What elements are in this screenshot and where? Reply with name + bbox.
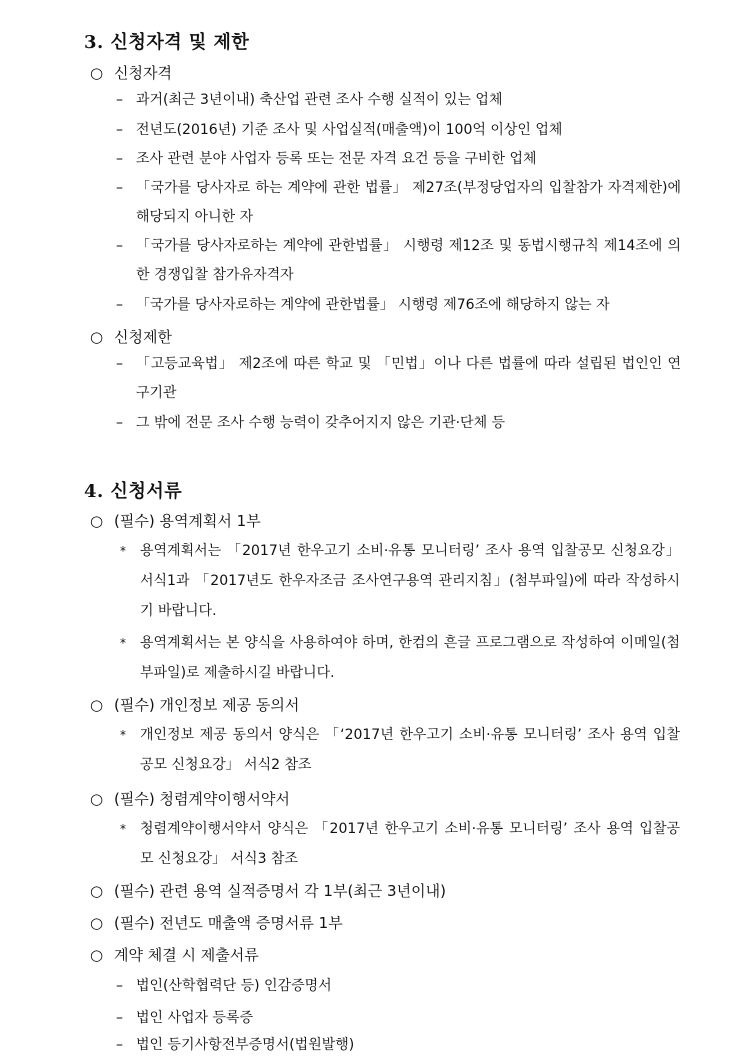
- note-item: * 용역계획서는 본 양식을 사용하여야 하며, 한컴의 흔글 프로그램으로 작성하여 이메일(첨부파일)로 제출하시길 바랍니다.: [120, 628, 680, 688]
- dash-bullet-icon: –: [116, 978, 123, 994]
- list-item: – 「고등교육법」 제2조에 따른 학교 및 「민법」이나 다른 법률에 따라 설립된 법인인 연구기관: [116, 350, 681, 408]
- list-item: – 법인(산학협력단 등) 인감증명서: [116, 972, 681, 1001]
- note-item: * 청렴계약이행서약서 양식은 「2017년 한우고기 소비·유통 모니터링’ 조사 용역 입찰공모 신청요강」 서식3 참조: [120, 814, 680, 874]
- circle-bullet-icon: ○: [90, 946, 104, 964]
- list-item: – 「국가를 당사자로하는 계약에 관한법률」 시행령 제12조 및 동법시행규칙 제14조에 의한 경쟁입찰 참가유자격자: [116, 232, 681, 290]
- contract-docs-heading: ○ 계약 체결 시 제출서류: [90, 946, 259, 964]
- doc-heading: ○ (필수) 개인정보 제공 동의서: [90, 696, 300, 714]
- list-item: – 그 밖에 전문 조사 수행 능력이 갖추어지지 않은 기관·단체 등: [116, 409, 681, 438]
- asterisk-bullet-icon: *: [120, 728, 126, 742]
- circle-bullet-icon: ○: [90, 512, 104, 530]
- note-item: * 용역계획서는 「2017년 한우고기 소비·유통 모니터링’ 조사 용역 입찰공모 신청요강」 서식1과 「2017년도 한우자조금 조사연구용역 관리지침」(첨부파일)에 따라 작성하시기 바랍니다.: [120, 536, 680, 626]
- doc-heading: ○ (필수) 관련 용역 실적증명서 각 1부(최근 3년이내): [90, 882, 446, 900]
- list-item: – 「국가를 당사자로하는 계약에 관한법률」 시행령 제76조에 해당하지 않는 자: [116, 291, 681, 320]
- circle-bullet-icon: ○: [90, 328, 104, 346]
- doc-heading: ○ (필수) 전년도 매출액 증명서류 1부: [90, 914, 343, 932]
- list-item: – 조사 관련 분야 사업자 등록 또는 전문 자격 요건 등을 구비한 업체: [116, 145, 681, 174]
- asterisk-bullet-icon: *: [120, 636, 126, 650]
- asterisk-bullet-icon: *: [120, 822, 126, 836]
- asterisk-bullet-icon: *: [120, 544, 126, 558]
- dash-bullet-icon: –: [116, 356, 123, 372]
- circle-bullet-icon: ○: [90, 882, 104, 900]
- circle-bullet-icon: ○: [90, 790, 104, 808]
- dash-bullet-icon: –: [116, 1010, 123, 1026]
- note-item: * 개인정보 제공 동의서 양식은 「‘2017년 한우고기 소비·유통 모니터링’ 조사 용역 입찰공모 신청요강」 서식2 참조: [120, 720, 680, 780]
- circle-bullet-icon: ○: [90, 64, 104, 82]
- dash-bullet-icon: –: [116, 92, 123, 108]
- dash-bullet-icon: –: [116, 415, 123, 431]
- doc-heading: ○ (필수) 용역계획서 1부: [90, 512, 261, 530]
- dash-bullet-icon: –: [116, 122, 123, 138]
- dash-bullet-icon: –: [116, 180, 123, 196]
- doc-heading: ○ (필수) 청렴계약이행서약서: [90, 790, 290, 808]
- dash-bullet-icon: –: [116, 297, 123, 313]
- section-4-title: 4. 신청서류: [84, 481, 183, 502]
- section-3-title: 3. 신청자격 및 제한: [84, 32, 250, 53]
- list-item: – 전년도(2016년) 기준 조사 및 사업실적(매출액)이 100억 이상인 업체: [116, 116, 681, 145]
- dash-bullet-icon: –: [116, 151, 123, 167]
- dash-bullet-icon: –: [116, 1037, 123, 1053]
- qualification-heading: ○ 신청자격: [90, 64, 172, 82]
- restriction-heading: ○ 신청제한: [90, 328, 172, 346]
- dash-bullet-icon: –: [116, 238, 123, 254]
- list-item: – 법인 사업자 등록증: [116, 1004, 681, 1033]
- list-item: – 과거(최근 3년이내) 축산업 관련 조사 수행 실적이 있는 업체: [116, 86, 681, 115]
- circle-bullet-icon: ○: [90, 914, 104, 932]
- list-item: – 「국가를 당사자로 하는 계약에 관한 법률」 제27조(부정당업자의 입찰참가 자격제한)에 해당되지 아니한 자: [116, 174, 681, 232]
- circle-bullet-icon: ○: [90, 696, 104, 714]
- list-item: – 법인 등기사항전부증명서(법원발행): [116, 1031, 681, 1060]
